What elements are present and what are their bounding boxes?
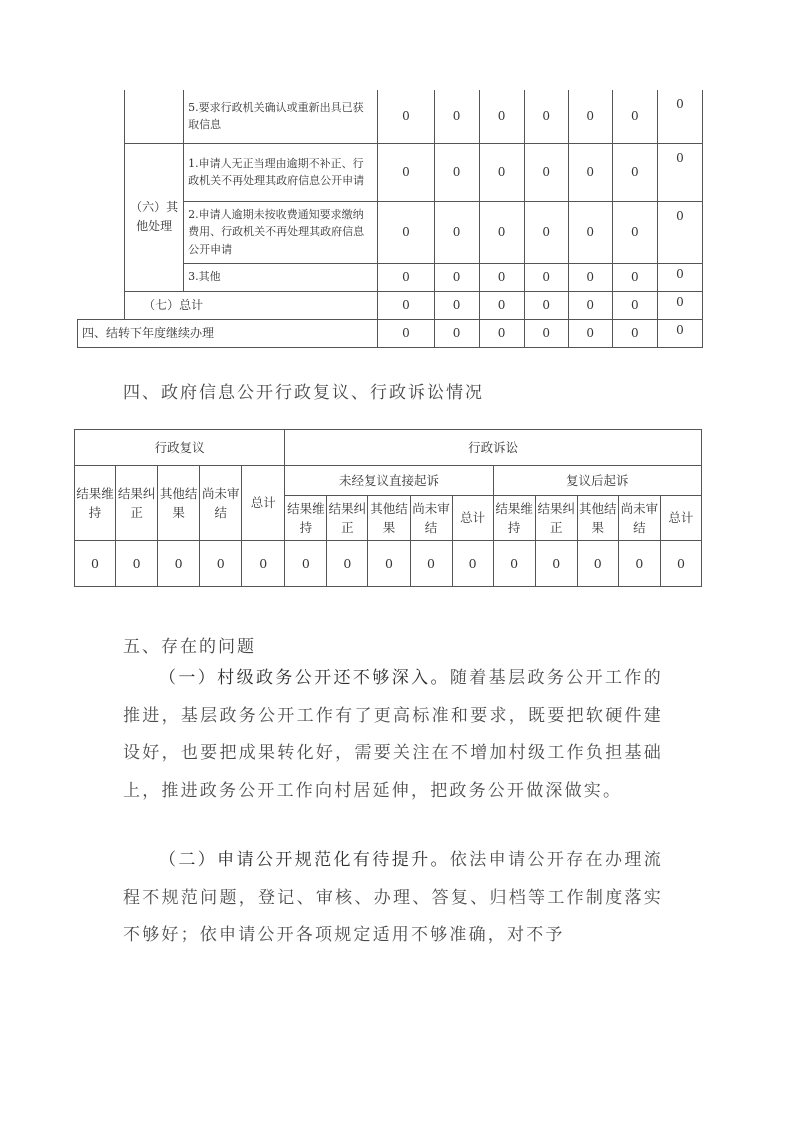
disclosure-stats-table [77,90,703,348]
table-row: 2.申请人逾期未按收费通知要求缴纳费用、行政机关不再处理其政府信息公开申请 0 0 0 0 0 0 0 [78,201,703,263]
row-item-label: 2.申请人逾期未按收费通知要求缴纳费用、行政机关不再处理其政府信息公开申请 [184,201,378,263]
review-litigation-table [74,429,702,587]
after-review-header: 复议后起诉 [493,466,701,496]
litigation-header: 行政诉讼 [285,430,702,466]
section-heading: 五、存在的问题 [123,637,256,657]
table-row: 3.其他 0 0 0 0 0 0 0 [78,263,703,291]
table-row [75,430,702,466]
section-heading: 四、政府信息公开行政复议、行政诉讼情况 [123,383,484,403]
review-header: 行政复议 [75,430,285,466]
row-item-label: 3.其他 [184,263,378,291]
row-item-label: （七）总计 [125,291,378,319]
table-row: 四、结转下年度继续办理 0 0 0 0 0 0 0 [78,319,703,347]
paragraph [123,842,663,955]
table-row: 结果维持 结果纠正 其他结果 尚未审结 总计 未经复议直接起诉 复议后起诉 [75,466,702,496]
table-row: （六）其他处理 1.申请人无正当理由逾期不补正、行政机关不再处理其政府信息公开申请 0 0 0 0 0 0 0 [78,143,703,201]
paragraph-lead: （一）村级政务公开还不够深入。 [159,668,450,688]
direct-litigation-header: 未经复议直接起诉 [285,466,493,496]
table-row: （七）总计 0 0 0 0 0 0 0 [78,291,703,319]
table-row: 5.要求行政机关确认或重新出具已获取信息 0 0 0 0 0 0 0 [78,90,703,143]
table-row: 0 0 0 0 0 0 0 0 0 0 0 0 0 0 0 [75,541,702,587]
section-label: （六）其他处理 [125,143,184,291]
paragraph-lead: （二）申请公开规范化有待提升。 [159,850,450,870]
paragraph-text: 依法申请公开存在办理流程不规范问题，登记、审核、办理、答复、归档等工作制度落实不够好；依申请公开各项规定适用不够准确，对不予 [123,850,664,945]
paragraph [123,660,663,810]
row-item-label: 5.要求行政机关确认或重新出具已获取信息 [184,90,378,143]
table-row: 结果维持 结果纠正 其他结果 尚未审结 总计 结果维持 结果纠正 其他结果 尚未审结 总计 [75,496,702,541]
row-item-label: 四、结转下年度继续办理 [78,319,378,347]
row-item-label: 1.申请人无正当理由逾期不补正、行政机关不再处理其政府信息公开申请 [184,143,378,201]
paragraph-text: 随着基层政务公开工作的推进，基层政务公开工作有了更高标准和要求，既要把软硬件建设好，也要把成果转化好，需要关注在不增加村级工作负担基础上，推进政务公开工作向村居延伸，把政务公开做深做实。 [123,668,664,801]
